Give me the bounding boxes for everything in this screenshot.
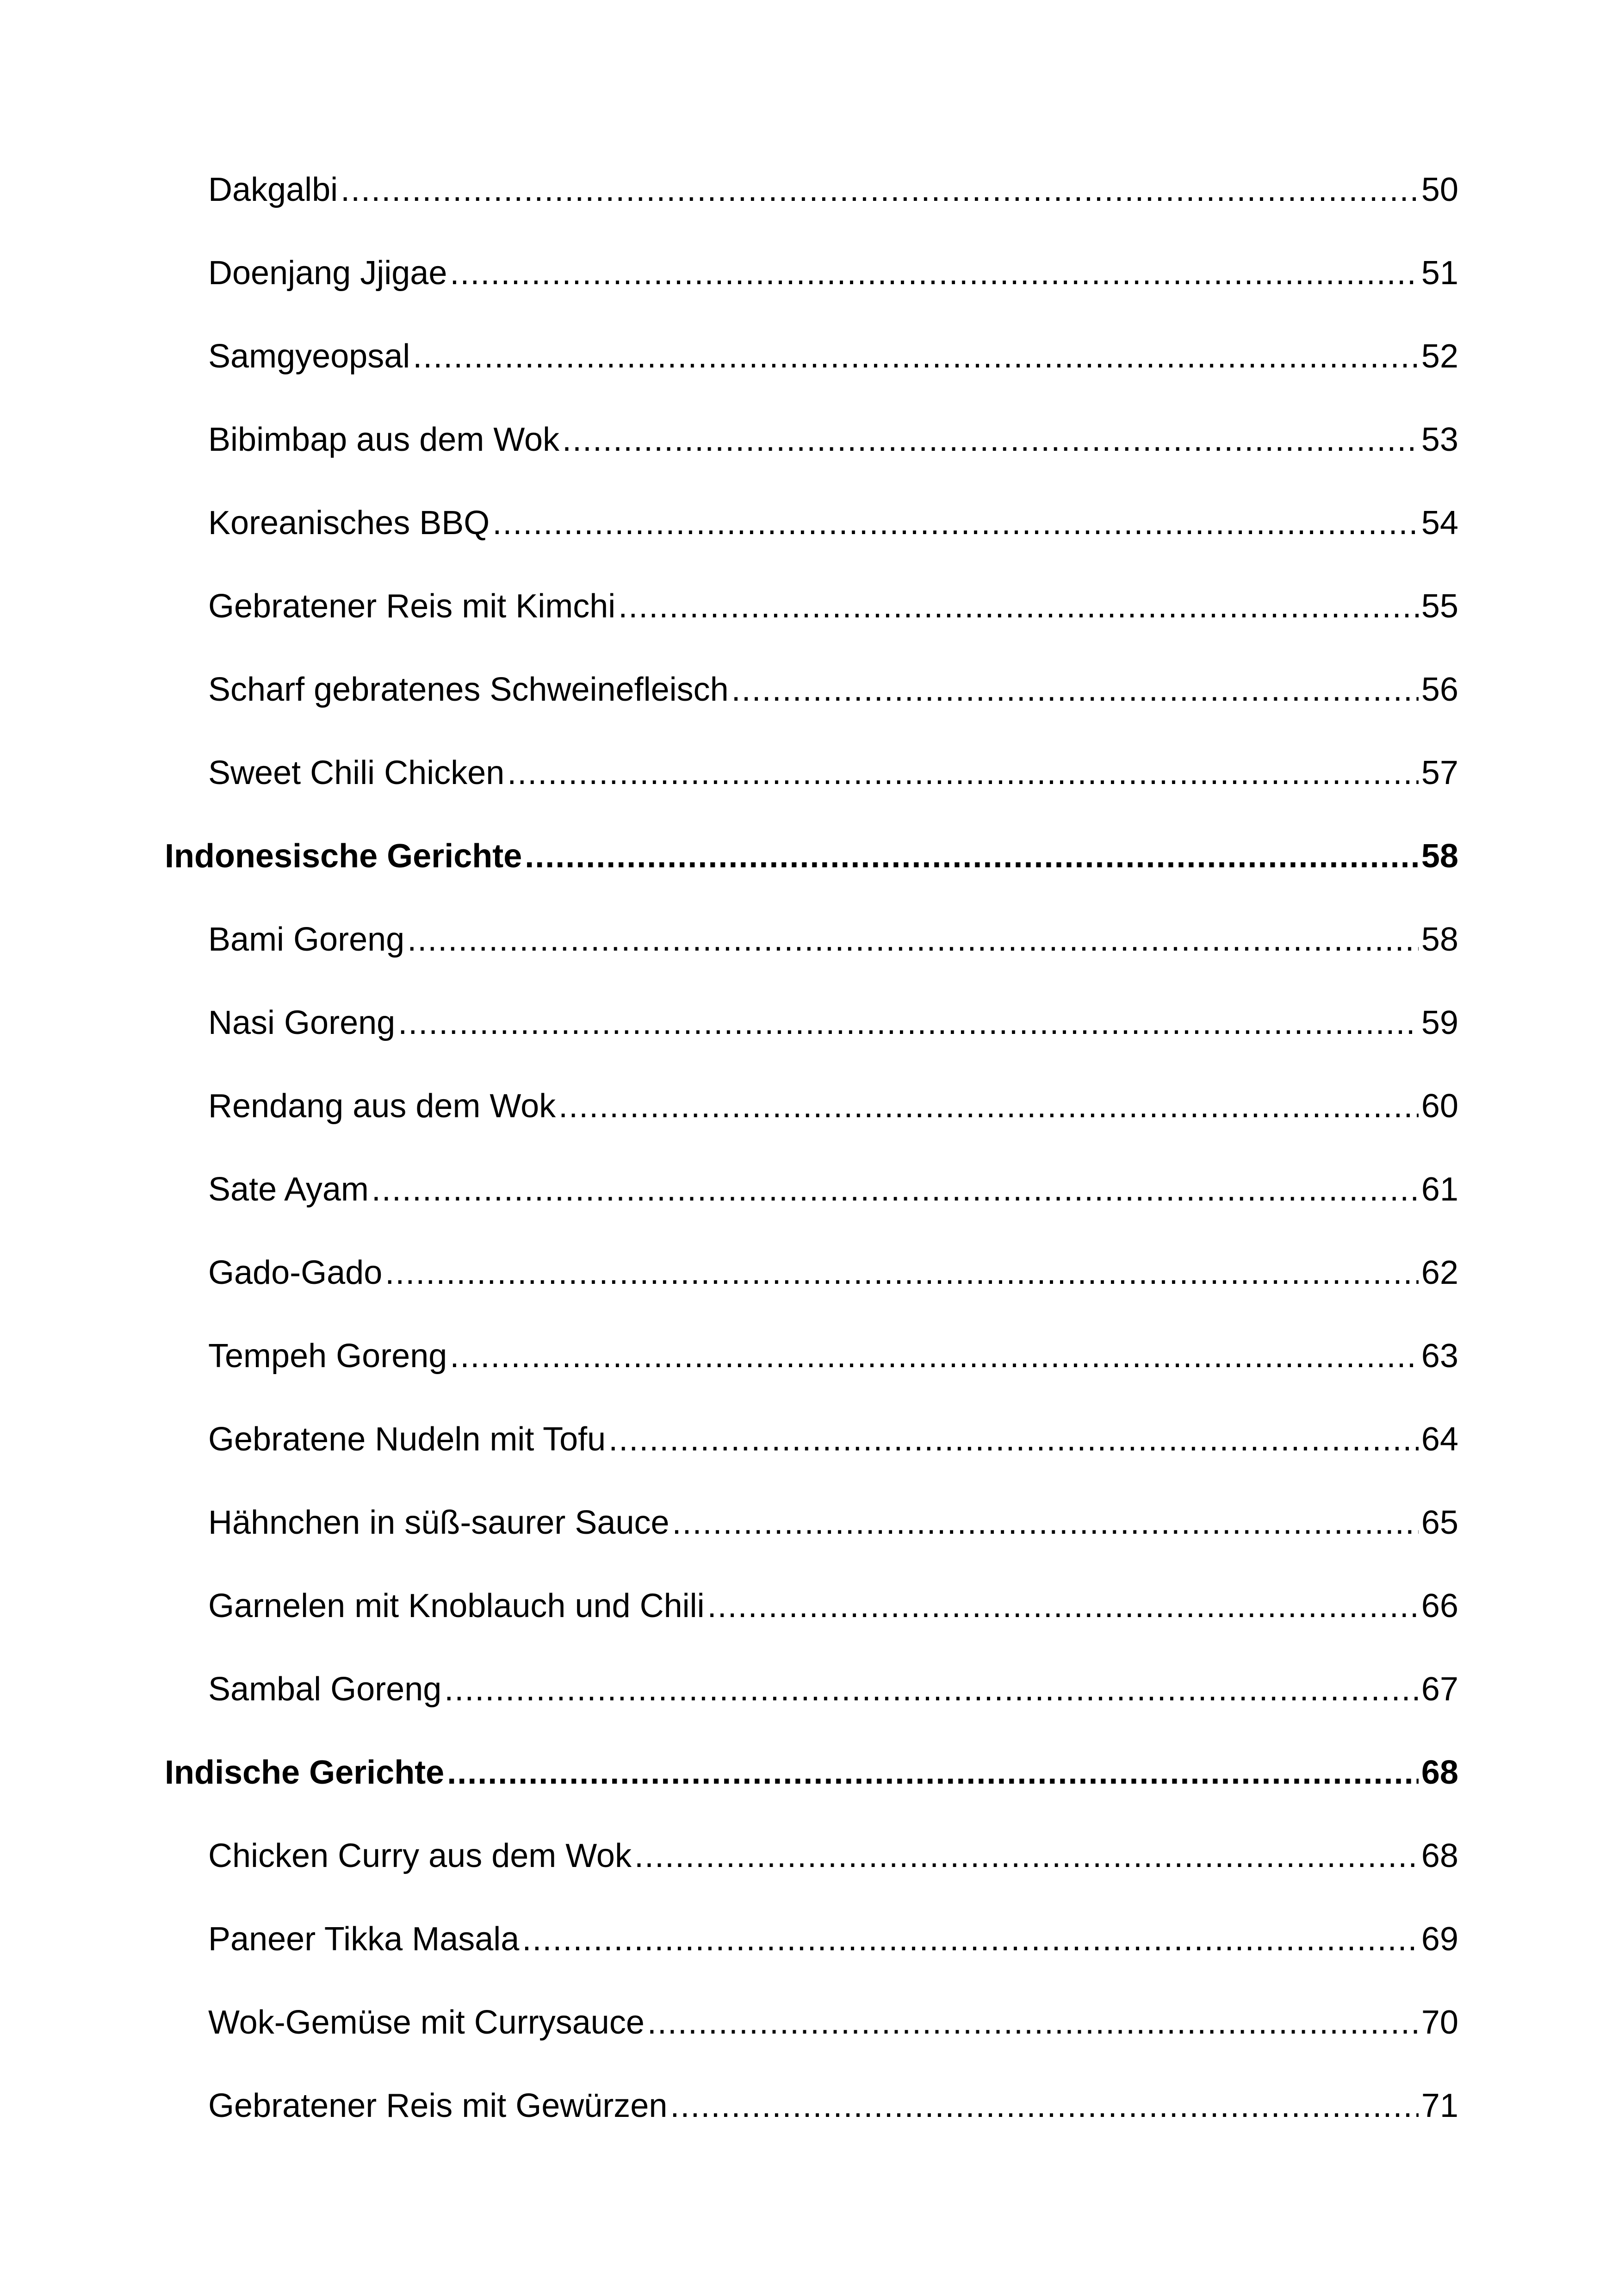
toc-dot-leader bbox=[447, 1745, 1419, 1800]
toc-entry-title: Gado-Gado bbox=[208, 1254, 383, 1291]
toc-entry-title: Nasi Goreng bbox=[208, 1004, 396, 1041]
toc-entry-page: 62 bbox=[1421, 1254, 1458, 1291]
toc-entry-title: Scharf gebratenes Schweinefleisch bbox=[208, 671, 729, 708]
toc-entry-page: 51 bbox=[1421, 255, 1458, 292]
toc-dot-leader bbox=[525, 828, 1419, 884]
toc-entry-title: Gebratener Reis mit Kimchi bbox=[208, 588, 616, 625]
toc-entry-title: Tempeh Goreng bbox=[208, 1338, 447, 1375]
toc-entry-page: 68 bbox=[1421, 1837, 1458, 1874]
toc-entry[interactable] bbox=[208, 495, 1458, 551]
toc-entry-title: Chicken Curry aus dem Wok bbox=[208, 1837, 632, 1874]
toc-section-heading[interactable] bbox=[165, 828, 1458, 884]
toc-entry-title: Bibimbap aus dem Wok bbox=[208, 421, 560, 458]
toc-section-page: 68 bbox=[1421, 1754, 1458, 1791]
toc-entry[interactable] bbox=[208, 745, 1458, 801]
toc-entry[interactable] bbox=[208, 1412, 1458, 1467]
toc-entry-title: Koreanisches BBQ bbox=[208, 504, 490, 541]
toc-entry-page: 64 bbox=[1421, 1421, 1458, 1458]
toc-entry[interactable] bbox=[208, 662, 1458, 717]
toc-dot-leader bbox=[372, 1162, 1419, 1217]
toc-dot-leader bbox=[672, 1495, 1419, 1550]
toc-entry-title: Doenjang Jjigae bbox=[208, 255, 447, 292]
toc-dot-leader bbox=[608, 1412, 1419, 1467]
toc-entry-page: 50 bbox=[1421, 171, 1458, 208]
toc-entry-page: 66 bbox=[1421, 1587, 1458, 1624]
toc-entry-title: Wok-Gemüse mit Currysauce bbox=[208, 2004, 645, 2041]
toc-entry[interactable] bbox=[208, 329, 1458, 384]
toc-entry-page: 63 bbox=[1421, 1338, 1458, 1375]
toc-section-heading[interactable] bbox=[165, 1745, 1458, 1800]
toc-entry-page: 65 bbox=[1421, 1504, 1458, 1541]
toc-entry[interactable] bbox=[208, 1911, 1458, 1967]
toc-dot-leader bbox=[492, 495, 1419, 551]
toc-dot-leader bbox=[507, 745, 1419, 801]
toc-entry[interactable] bbox=[208, 1661, 1458, 1717]
toc-section-page: 58 bbox=[1421, 838, 1458, 875]
toc-entry-title: Garnelen mit Knoblauch und Chili bbox=[208, 1587, 705, 1624]
toc-entry[interactable] bbox=[208, 2078, 1458, 2134]
toc-dot-leader bbox=[634, 1828, 1419, 1884]
toc-dot-leader bbox=[398, 995, 1419, 1051]
toc-entry-title: Paneer Tikka Masala bbox=[208, 1921, 520, 1958]
toc-dot-leader bbox=[732, 662, 1419, 717]
toc-entry[interactable] bbox=[208, 995, 1458, 1051]
toc-dot-leader bbox=[558, 1078, 1419, 1134]
toc-entry-page: 70 bbox=[1421, 2004, 1458, 2041]
toc-dot-leader bbox=[647, 1995, 1419, 2050]
toc-entry-page: 69 bbox=[1421, 1921, 1458, 1958]
toc-entry[interactable] bbox=[208, 1078, 1458, 1134]
toc-entry-page: 59 bbox=[1421, 1004, 1458, 1041]
toc-entry-title: Hähnchen in süß-saurer Sauce bbox=[208, 1504, 670, 1541]
toc-entry-page: 53 bbox=[1421, 421, 1458, 458]
toc-dot-leader bbox=[522, 1911, 1419, 1967]
toc-entry-title: Sambal Goreng bbox=[208, 1671, 442, 1708]
toc-dot-leader bbox=[450, 1328, 1419, 1384]
toc-entry[interactable] bbox=[208, 912, 1458, 967]
toc-entry-title: Rendang aus dem Wok bbox=[208, 1088, 556, 1125]
toc-entry-title: Dakgalbi bbox=[208, 171, 338, 208]
toc-section-title: Indonesische Gerichte bbox=[165, 838, 522, 875]
toc-entry-page: 71 bbox=[1421, 2087, 1458, 2124]
toc-dot-leader bbox=[707, 1578, 1419, 1634]
toc-dot-leader bbox=[670, 2078, 1419, 2134]
toc-entry-title: Gebratene Nudeln mit Tofu bbox=[208, 1421, 606, 1458]
toc-entry-title: Sate Ayam bbox=[208, 1171, 369, 1208]
toc-entry-page: 58 bbox=[1421, 921, 1458, 958]
toc-entry-title: Sweet Chili Chicken bbox=[208, 754, 505, 791]
toc-entry-page: 55 bbox=[1421, 588, 1458, 625]
toc-dot-leader bbox=[450, 245, 1419, 301]
toc-entry-page: 61 bbox=[1421, 1171, 1458, 1208]
toc-dot-leader bbox=[562, 412, 1419, 467]
toc-entry[interactable] bbox=[208, 579, 1458, 634]
toc-entry[interactable] bbox=[208, 1245, 1458, 1300]
toc-entry[interactable] bbox=[208, 1162, 1458, 1217]
toc-entry[interactable] bbox=[208, 162, 1458, 218]
toc-entry-title: Gebratener Reis mit Gewürzen bbox=[208, 2087, 668, 2124]
toc-dot-leader bbox=[444, 1661, 1419, 1717]
toc-dot-leader bbox=[385, 1245, 1419, 1300]
toc-entry-page: 54 bbox=[1421, 504, 1458, 541]
toc-entry[interactable] bbox=[208, 1995, 1458, 2050]
toc-dot-leader bbox=[413, 329, 1419, 384]
toc-entry-page: 57 bbox=[1421, 754, 1458, 791]
toc-entry[interactable] bbox=[208, 1495, 1458, 1550]
toc-section-title: Indische Gerichte bbox=[165, 1754, 445, 1791]
toc-entry[interactable] bbox=[208, 412, 1458, 467]
toc-dot-leader bbox=[407, 912, 1419, 967]
toc-entry[interactable] bbox=[208, 1828, 1458, 1884]
toc-entry[interactable] bbox=[208, 1578, 1458, 1634]
toc-entry[interactable] bbox=[208, 1328, 1458, 1384]
toc-entry-page: 60 bbox=[1421, 1088, 1458, 1125]
toc-entry[interactable] bbox=[208, 245, 1458, 301]
toc-entry-title: Bami Goreng bbox=[208, 921, 405, 958]
toc-entry-page: 56 bbox=[1421, 671, 1458, 708]
toc-dot-leader bbox=[618, 579, 1419, 634]
toc-entry-title: Samgyeopsal bbox=[208, 338, 410, 375]
toc-entry-page: 67 bbox=[1421, 1671, 1458, 1708]
toc-entry-page: 52 bbox=[1421, 338, 1458, 375]
toc-dot-leader bbox=[341, 162, 1419, 218]
